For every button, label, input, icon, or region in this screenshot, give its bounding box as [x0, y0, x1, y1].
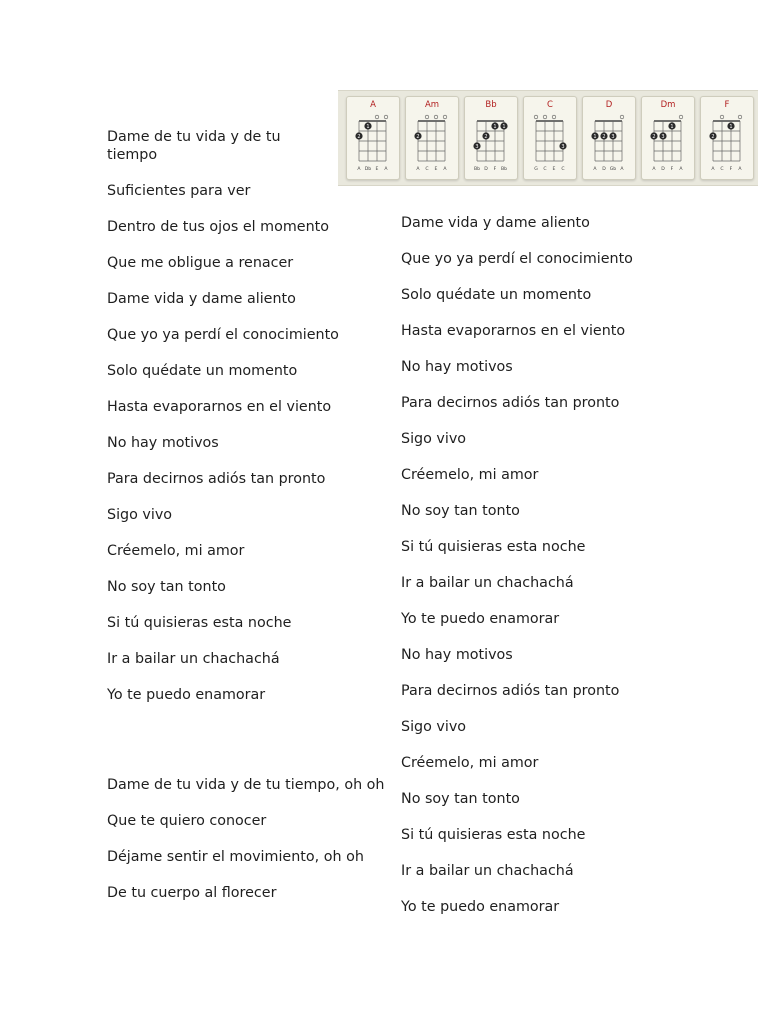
- chord-string-note: Db: [364, 167, 372, 172]
- lyric-line: Dame de tu vida y de tu tiempo: [107, 129, 281, 163]
- chord-string-note: Gb: [609, 167, 617, 172]
- chord-string-note: C: [720, 167, 724, 172]
- chord-open-string-marker: [375, 115, 379, 119]
- lyric-line: Dame vida y dame aliento: [401, 215, 590, 231]
- chord-grid: [465, 97, 517, 179]
- chord-finger-dot: [659, 132, 666, 140]
- chord-diagram-strip: [338, 90, 758, 186]
- chord-diagram-dm: [641, 96, 695, 180]
- lyric-line: Que yo ya perdí el conocimiento: [107, 327, 339, 343]
- chord-string-note: G: [534, 167, 538, 172]
- chord-finger-dot: [491, 122, 498, 130]
- chord-grid: [524, 97, 576, 179]
- chord-string-note: E: [375, 167, 379, 172]
- chord-finger-number: 3: [611, 134, 615, 140]
- lyric-line: Si tú quisieras esta noche: [107, 615, 292, 631]
- chord-open-string-marker: [720, 115, 724, 119]
- chord-finger-number: 2: [711, 134, 715, 140]
- chord-name: F: [724, 100, 730, 110]
- chord-open-string-marker: [543, 115, 547, 119]
- chord-string-note: C: [561, 167, 565, 172]
- lyric-line: Que te quiero conocer: [107, 813, 267, 829]
- chord-open-string-marker: [552, 115, 556, 119]
- chord-grid: [406, 97, 458, 179]
- chord-finger-number: 1: [502, 124, 506, 130]
- lyric-line: Ir a bailar un chachachá: [401, 863, 574, 879]
- chord-finger-dot: [650, 132, 657, 140]
- lyric-line: Para decirnos adiós tan pronto: [401, 683, 620, 699]
- lyric-line: Hasta evaporarnos en el viento: [107, 399, 332, 415]
- chord-string-note: A: [593, 167, 597, 172]
- chord-string-note: C: [543, 167, 547, 172]
- chord-name: A: [370, 100, 376, 110]
- chord-grid: [583, 97, 635, 179]
- lyrics-left-column: [107, 128, 393, 920]
- lyric-line: Para decirnos adiós tan pronto: [401, 395, 620, 411]
- lyrics-right-column: [401, 214, 633, 934]
- chord-finger-dot: [414, 132, 421, 140]
- chord-diagram-am: [405, 96, 459, 180]
- chord-string-note: F: [729, 167, 733, 172]
- chord-name: D: [605, 100, 613, 110]
- chord-string-note: A: [652, 167, 656, 172]
- lyric-line: Yo te puedo enamorar: [401, 899, 560, 915]
- lyric-line: Yo te puedo enamorar: [107, 687, 266, 703]
- chord-grid: [642, 97, 694, 179]
- lyric-line: Ir a bailar un chachachá: [107, 651, 280, 667]
- chord-finger-number: 3: [475, 144, 479, 150]
- chord-name: Dm: [660, 100, 676, 110]
- lyric-line: Dame vida y dame aliento: [107, 291, 296, 307]
- lyric-line: Dame de tu vida y de tu tiempo, oh oh: [107, 777, 385, 793]
- lyric-line: Ir a bailar un chachachá: [401, 575, 574, 591]
- lyric-line: No hay motivos: [107, 435, 219, 451]
- chord-finger-dot: [600, 132, 607, 140]
- chord-finger-dot: [609, 132, 616, 140]
- lyric-line: Yo te puedo enamorar: [401, 611, 560, 627]
- chord-finger-number: 1: [670, 124, 674, 130]
- lyric-line: Solo quédate un momento: [107, 363, 298, 379]
- lyric-line: Déjame sentir el movimiento, oh oh: [107, 849, 364, 865]
- chord-string-note: A: [443, 167, 447, 172]
- lyric-line: Créemelo, mi amor: [401, 467, 539, 483]
- chord-finger-number: 1: [493, 124, 497, 130]
- chord-finger-number: 1: [593, 134, 597, 140]
- chord-open-string-marker: [434, 115, 438, 119]
- chord-string-note: A: [416, 167, 420, 172]
- chord-open-string-marker: [679, 115, 683, 119]
- chord-string-note: E: [434, 167, 438, 172]
- chord-finger-dot: [473, 142, 480, 150]
- chord-finger-dot: [482, 132, 489, 140]
- lyric-line: Sigo vivo: [401, 431, 467, 447]
- lyric-line: Solo quédate un momento: [401, 287, 592, 303]
- chord-finger-number: 2: [484, 134, 488, 140]
- chord-string-note: A: [679, 167, 683, 172]
- chord-finger-number: 2: [416, 134, 420, 140]
- chord-open-string-marker: [443, 115, 447, 119]
- chord-open-string-marker: [425, 115, 429, 119]
- lyric-line: Sigo vivo: [401, 719, 467, 735]
- chord-string-note: C: [425, 167, 429, 172]
- chord-string-note: A: [711, 167, 715, 172]
- chord-string-note: A: [620, 167, 624, 172]
- lyric-line: No soy tan tonto: [401, 791, 520, 807]
- chord-finger-dot: [591, 132, 598, 140]
- chord-string-note: D: [661, 167, 665, 172]
- lyric-line: Dentro de tus ojos el momento: [107, 219, 329, 235]
- chord-finger-number: 1: [729, 124, 733, 130]
- chord-string-note: A: [738, 167, 742, 172]
- chord-grid: [701, 97, 753, 179]
- chord-open-string-marker: [620, 115, 624, 119]
- lyric-line: No hay motivos: [401, 359, 513, 375]
- stanza-break: [107, 722, 393, 776]
- chord-string-note: Bb: [500, 167, 508, 172]
- chord-finger-dot: [727, 122, 734, 130]
- lyric-line: Hasta evaporarnos en el viento: [401, 323, 626, 339]
- chord-finger-dot: [500, 122, 507, 130]
- chord-diagram-f: [700, 96, 754, 180]
- chord-diagram-d: [582, 96, 636, 180]
- chord-string-note: E: [552, 167, 556, 172]
- chord-finger-number: 2: [357, 134, 361, 140]
- chord-open-string-marker: [534, 115, 538, 119]
- chord-name: Bb: [485, 100, 497, 110]
- lyric-line: No hay motivos: [401, 647, 513, 663]
- chord-name: Am: [424, 100, 440, 110]
- lyric-line: Que me obligue a renacer: [107, 255, 294, 271]
- chord-string-note: A: [384, 167, 388, 172]
- chord-string-note: D: [484, 167, 488, 172]
- chord-finger-number: 2: [652, 134, 656, 140]
- chord-diagram-c: [523, 96, 577, 180]
- lyric-line: Créemelo, mi amor: [401, 755, 539, 771]
- chord-string-note: A: [357, 167, 361, 172]
- chord-string-note: F: [493, 167, 497, 172]
- chord-finger-dot: [559, 142, 566, 150]
- chord-finger-number: 3: [561, 144, 565, 150]
- chord-open-string-marker: [384, 115, 388, 119]
- chord-string-note: F: [670, 167, 674, 172]
- chord-string-note: Bb: [473, 167, 481, 172]
- lyric-line: De tu cuerpo al florecer: [107, 885, 277, 901]
- chord-finger-number: 2: [602, 134, 606, 140]
- lyric-line: Créemelo, mi amor: [107, 543, 245, 559]
- lyric-line: No soy tan tonto: [107, 579, 226, 595]
- chord-name: C: [547, 100, 553, 110]
- chord-finger-number: 1: [366, 124, 370, 130]
- chord-finger-number: 3: [661, 134, 665, 140]
- chord-string-note: D: [602, 167, 606, 172]
- lyric-line: Para decirnos adiós tan pronto: [107, 471, 326, 487]
- lyric-line: Suficientes para ver: [107, 183, 251, 199]
- chord-open-string-marker: [738, 115, 742, 119]
- chord-diagram-bb: [464, 96, 518, 180]
- lyric-line: Si tú quisieras esta noche: [401, 827, 586, 843]
- lyric-line: Si tú quisieras esta noche: [401, 539, 586, 555]
- chord-finger-dot: [668, 122, 675, 130]
- lyric-line: Sigo vivo: [107, 507, 173, 523]
- lyric-line: No soy tan tonto: [401, 503, 520, 519]
- chord-finger-dot: [709, 132, 716, 140]
- lyric-line: Que yo ya perdí el conocimiento: [401, 251, 633, 267]
